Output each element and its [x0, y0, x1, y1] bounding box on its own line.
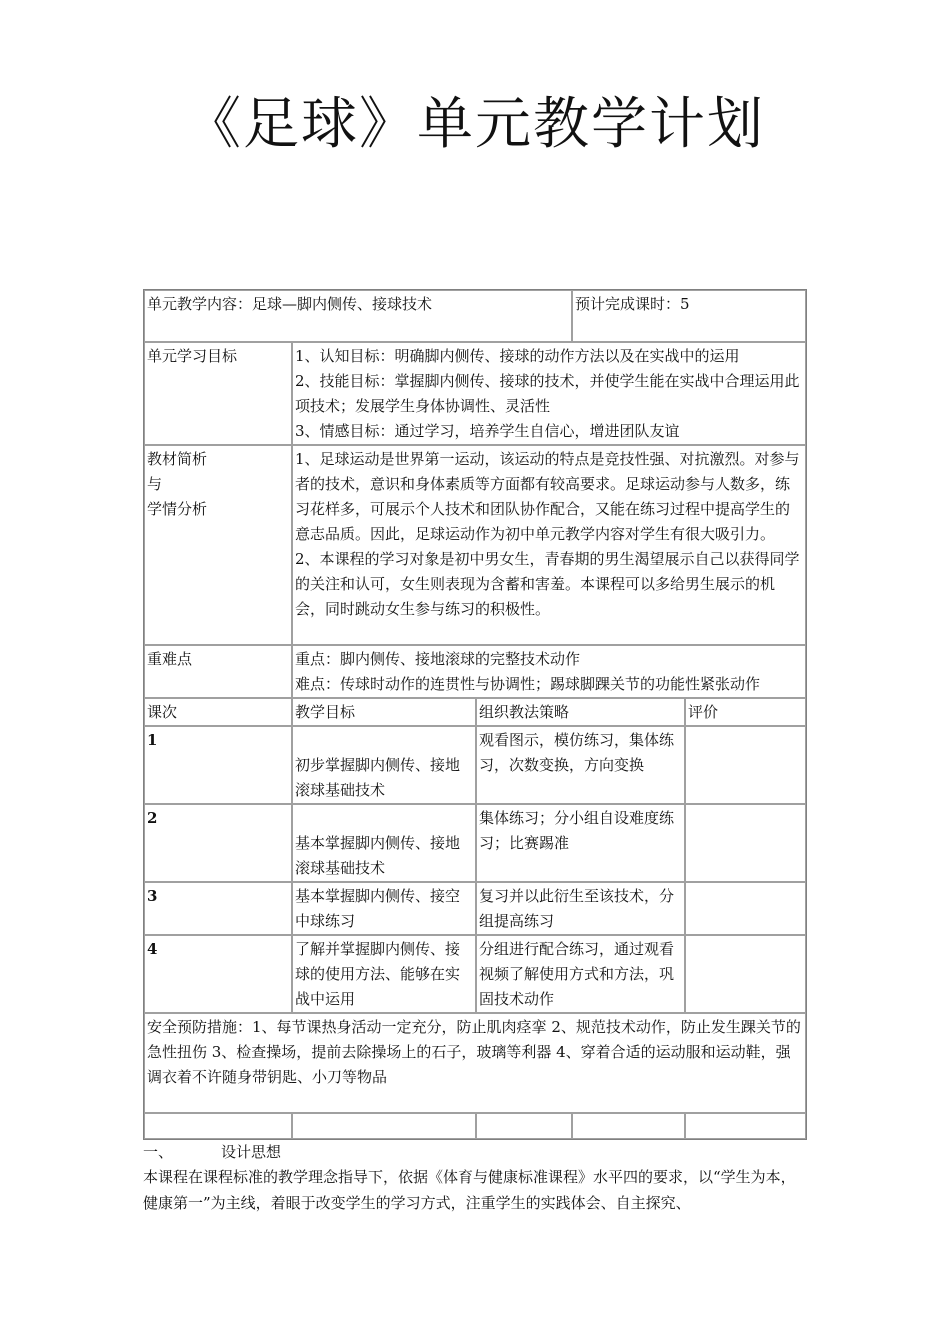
lesson-method: 集体练习；分小组自设难度练习；比赛踢准	[476, 804, 685, 882]
analysis-label-line: 与	[147, 475, 163, 493]
lesson-goal: 基本掌握脚内侧传、接空中球练习	[292, 882, 476, 935]
analysis-label-line: 教材简析	[147, 450, 208, 468]
header-method: 组织教法策略	[476, 698, 685, 726]
lesson-goal: 基本掌握脚内侧传、接地滚球基础技术	[292, 804, 476, 882]
lesson-goal: 了解并掌握脚内侧传、接球的使用方法、能够在实战中运用	[292, 935, 476, 1013]
lesson-evaluation	[685, 935, 806, 1013]
goals-row	[144, 342, 806, 445]
lesson-row	[144, 882, 806, 935]
empty-cell	[685, 1113, 806, 1139]
section-heading	[143, 1140, 281, 1165]
lesson-number: 1	[144, 726, 292, 804]
analysis-paragraph: 2、本课程的学习对象是初中男女生，青春期的男生渴望展示自己以获得同学的关注和认可，女生则表现为含蓄和害羞。本课程可以多给男生展示的机会，同时跳动女生参与练习的积极性。	[295, 550, 800, 618]
safety-row	[144, 1013, 806, 1113]
header-lesson-number: 课次	[144, 698, 292, 726]
lesson-evaluation	[685, 804, 806, 882]
page-title: 《足球》单元教学计划	[185, 92, 765, 157]
goals-label: 单元学习目标	[144, 342, 292, 445]
goal-line: 1、认知目标：明确脚内侧传、接球的动作方法以及在实战中的运用	[295, 347, 740, 365]
lesson-number: 4	[144, 935, 292, 1013]
lessons-header-row	[144, 698, 806, 726]
goal-line: 3、情感目标：通过学习，培养学生自信心，增进团队友谊	[295, 422, 680, 440]
empty-cell	[476, 1113, 572, 1139]
header-evaluation: 评价	[685, 698, 806, 726]
section-number: 一、	[143, 1143, 174, 1161]
lesson-method: 观看图示，模仿练习，集体练习，次数变换，方向变换	[476, 726, 685, 804]
section-title: 设计思想	[221, 1143, 282, 1161]
analysis-label	[144, 445, 292, 645]
unit-content-cell: 单元教学内容：足球—脚内侧传、接球技术	[144, 290, 572, 342]
key-points-row	[144, 645, 806, 698]
lesson-method: 复习并以此衍生至该技术，分组提高练习	[476, 882, 685, 935]
safety-content: 安全预防措施：1、每节课热身活动一定充分，防止肌肉痉挛 2、规范技术动作，防止发生踝关节的急性扭伤 3、检查操场，提前去除操场上的石子，玻璃等利器 4、穿着合适的运动服和运动鞋，强调衣着不许随身带钥匙、小刀等物品	[144, 1013, 806, 1113]
header-teaching-goal: 教学目标	[292, 698, 476, 726]
key-points-content	[292, 645, 806, 698]
unit-content-row	[144, 290, 806, 342]
lesson-number: 2	[144, 804, 292, 882]
lesson-evaluation	[685, 882, 806, 935]
body-paragraph: 本课程在课程标准的教学理念指导下，依据《体育与健康标准课程》水平四的要求，以“学生为本，健康第一”为主线，着眼于改变学生的学习方式，注重学生的实践体会、自主探究、	[143, 1168, 796, 1212]
lesson-evaluation	[685, 726, 806, 804]
empty-cell	[144, 1113, 292, 1139]
unit-plan-table	[143, 289, 807, 1140]
goal-line: 2、技能目标：掌握脚内侧传、接球的技术，并使学生能在实战中合理运用此项技术；发展学生身体协调性、灵活性	[295, 372, 800, 415]
analysis-row	[144, 445, 806, 645]
analysis-content	[292, 445, 806, 645]
key-point-line: 难点：传球时动作的连贯性与协调性；踢球脚踝关节的功能性紧张动作	[295, 675, 761, 693]
goals-content	[292, 342, 806, 445]
empty-cell	[572, 1113, 685, 1139]
analysis-paragraph: 1、足球运动是世界第一运动，该运动的特点是竞技性强、对抗激烈。对参与者的技术，意识和身体素质等方面都有较高要求。足球运动参与人数多，练习花样多，可展示个人技术和团队协作配合，又能在练习过程中提高学生的意志品质。因此，足球运动作为初中单元教学内容对学生有很大吸引力。	[295, 450, 800, 543]
lesson-row	[144, 804, 806, 882]
lesson-row	[144, 935, 806, 1013]
unit-hours-cell: 预计完成课时：5	[572, 290, 806, 342]
lesson-number: 3	[144, 882, 292, 935]
lesson-method: 分组进行配合练习，通过观看视频了解使用方式和方法，巩固技术动作	[476, 935, 685, 1013]
lesson-goal: 初步掌握脚内侧传、接地滚球基础技术	[292, 726, 476, 804]
empty-cell	[292, 1113, 476, 1139]
lesson-row	[144, 726, 806, 804]
key-point-line: 重点：脚内侧传、接地滚球的完整技术动作	[295, 650, 581, 668]
analysis-label-line: 学情分析	[147, 500, 208, 518]
empty-row	[144, 1113, 806, 1139]
key-points-label: 重难点	[144, 645, 292, 698]
